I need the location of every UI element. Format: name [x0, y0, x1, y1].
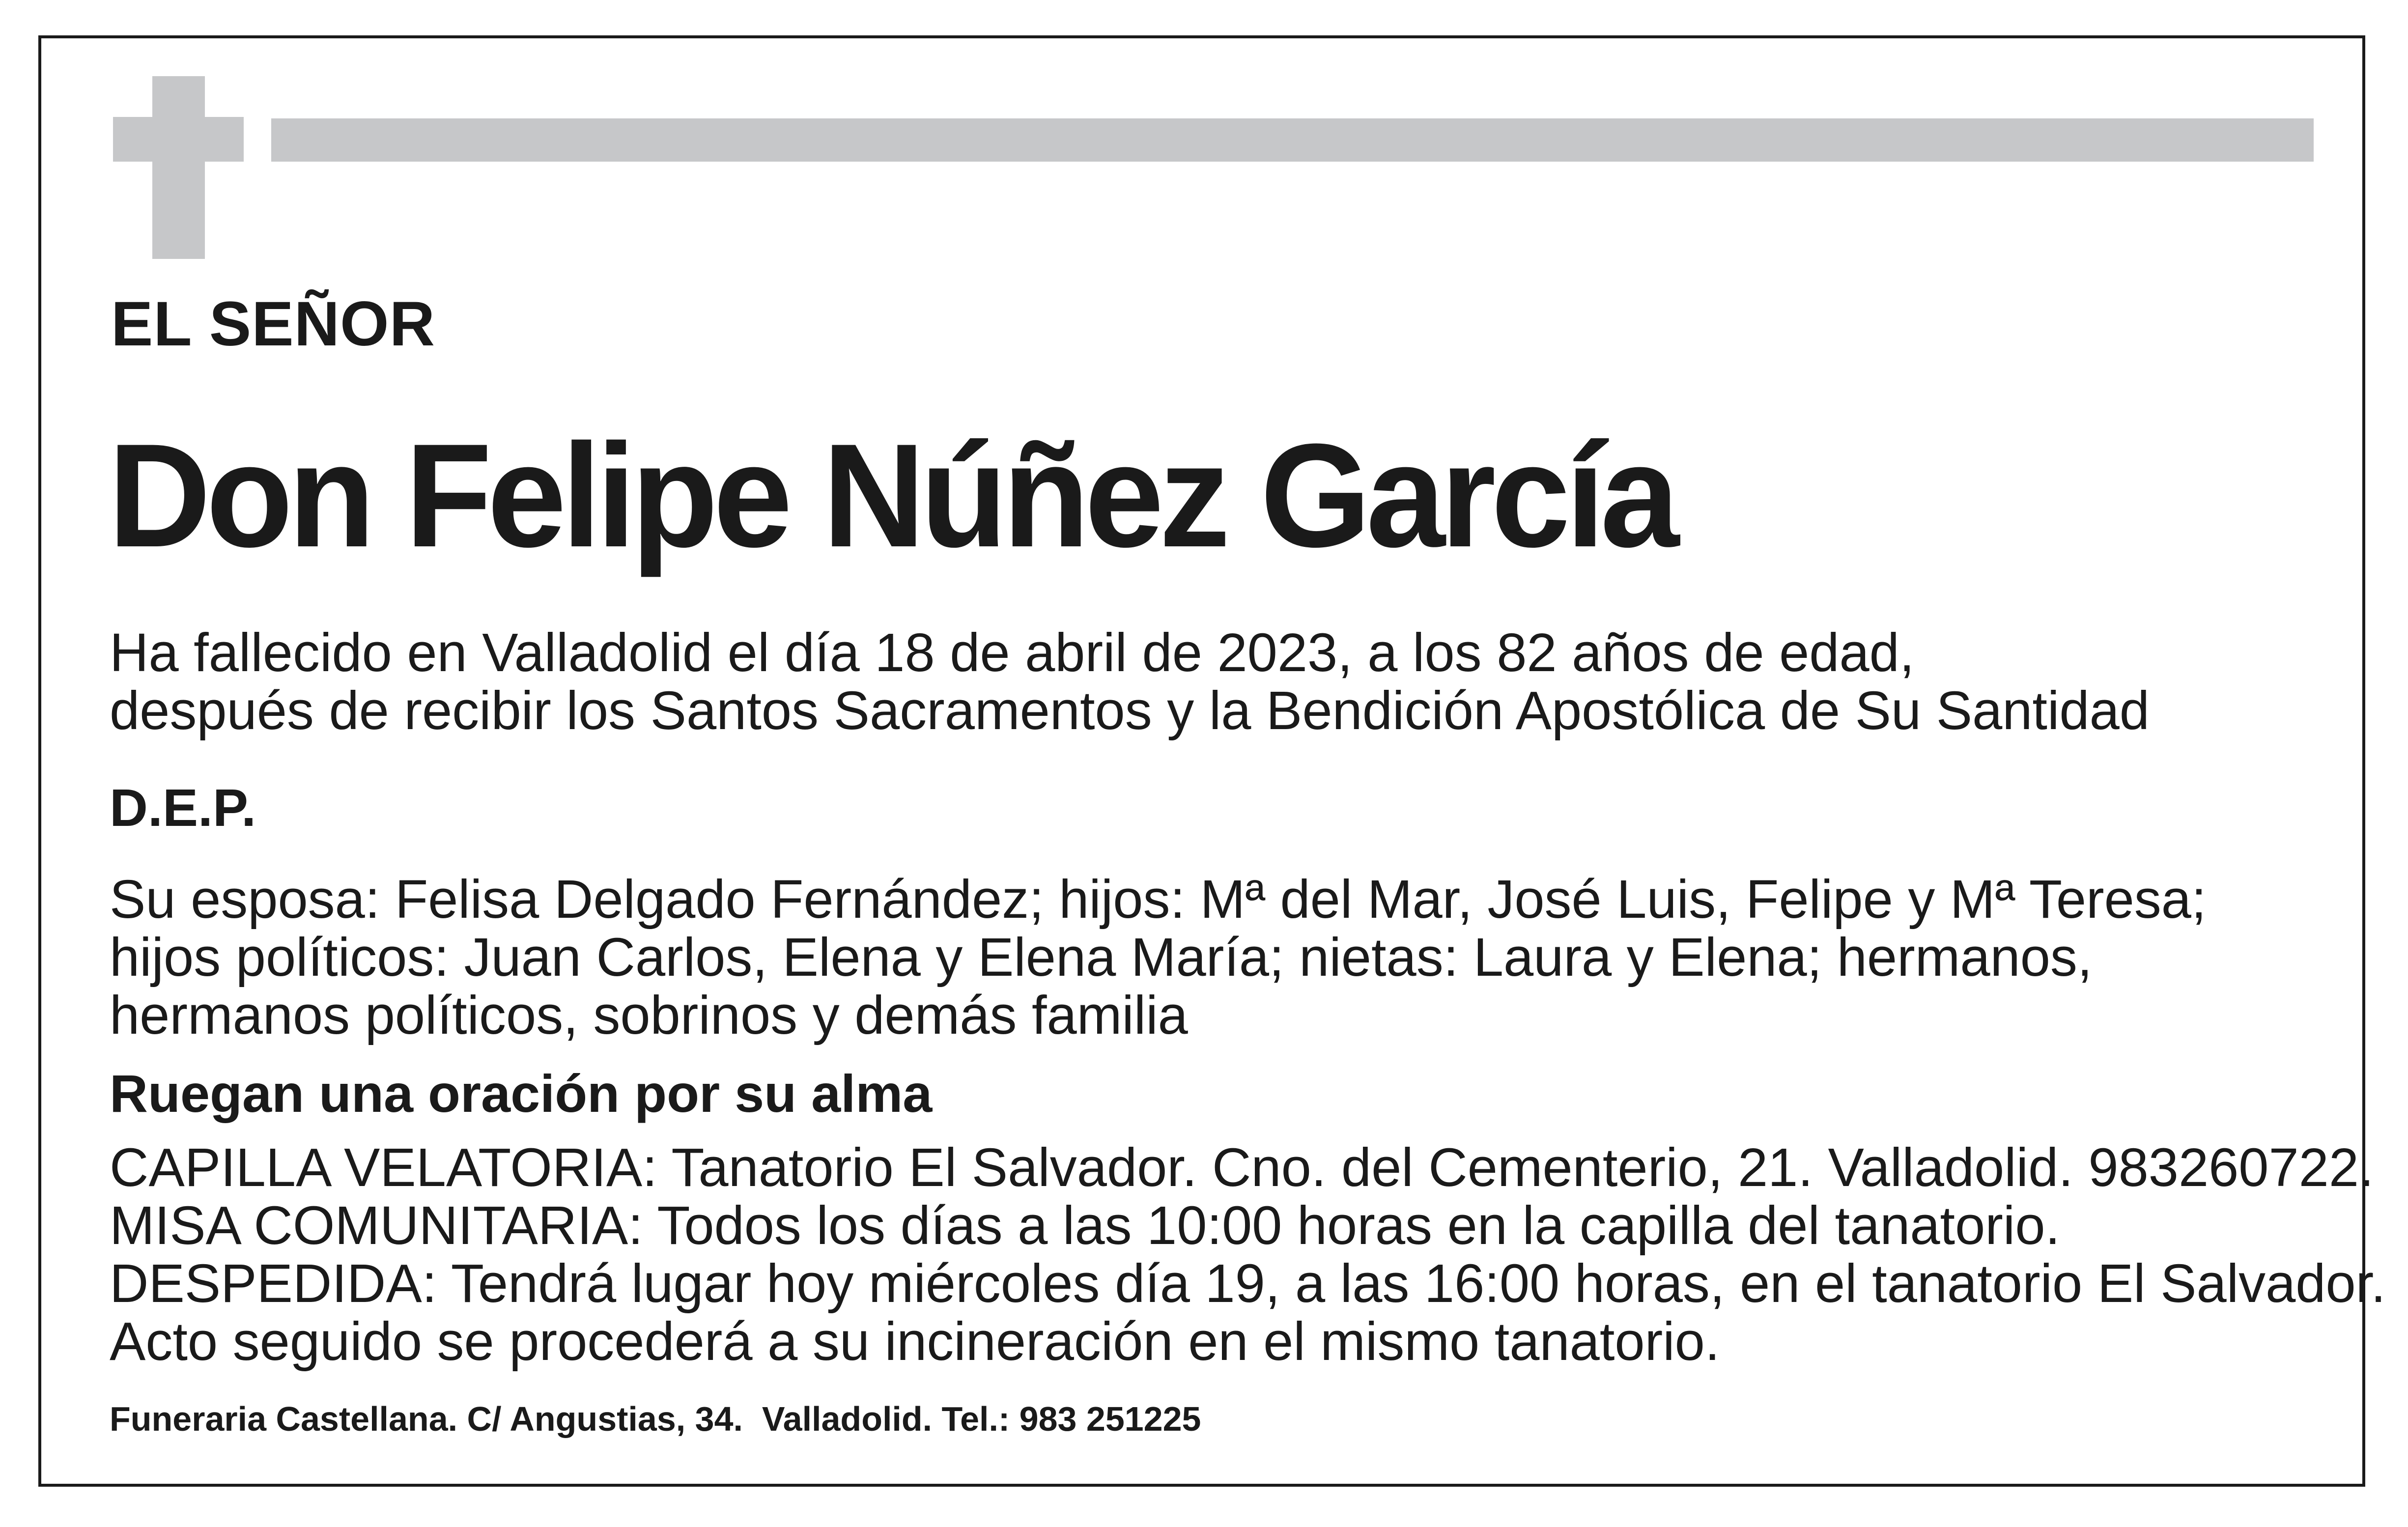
death-notice-line: después de recibir los Santos Sacramentos y la Bendición Apostólica de Su Santidad — [110, 680, 2150, 741]
funeral-home-footer: Funeraria Castellana. C/ Angustias, 34. Valladolid. Tel.: 983 251225 — [110, 1400, 1201, 1438]
header-rule — [271, 118, 2314, 162]
service-line: MISA COMUNITARIA: Todos los días a las 10:00 horas en la capilla del tanatorio. — [110, 1195, 2061, 1256]
service-details — [110, 1139, 2386, 1371]
death-notice-line: Ha fallecido en Valladolid el día 18 de abril de 2023, a los 82 años de edad, — [110, 622, 1915, 683]
honorific: EL SEÑOR — [111, 289, 435, 359]
cross-vertical-bar — [152, 76, 205, 259]
prayer-request: Ruegan una oración por su alma — [110, 1064, 933, 1123]
family-line: hermanos políticos, sobrinos y demás familia — [110, 985, 1188, 1046]
rip-label: D.E.P. — [110, 778, 256, 837]
deceased-name: Don Felipe Núñez García — [108, 413, 1675, 578]
service-line: DESPEDIDA: Tendrá lugar hoy miércoles día 19, a las 16:00 horas, en el tanatorio El Salvador. — [110, 1253, 2386, 1314]
death-notice — [110, 624, 2150, 740]
family-line: Su esposa: Felisa Delgado Fernández; hijos: Mª del Mar, José Luis, Felipe y Mª Teresa; — [110, 869, 2207, 930]
family-list — [110, 871, 2207, 1045]
family-line: hijos políticos: Juan Carlos, Elena y Elena María; nietas: Laura y Elena; hermanos, — [110, 927, 2093, 988]
service-line: CAPILLA VELATORIA: Tanatorio El Salvador. Cno. del Cementerio, 21. Valladolid. 983260722. — [110, 1137, 2374, 1198]
service-line: Acto seguido se procederá a su incineración en el mismo tanatorio. — [110, 1311, 1720, 1372]
cross-horizontal-bar — [113, 117, 244, 162]
